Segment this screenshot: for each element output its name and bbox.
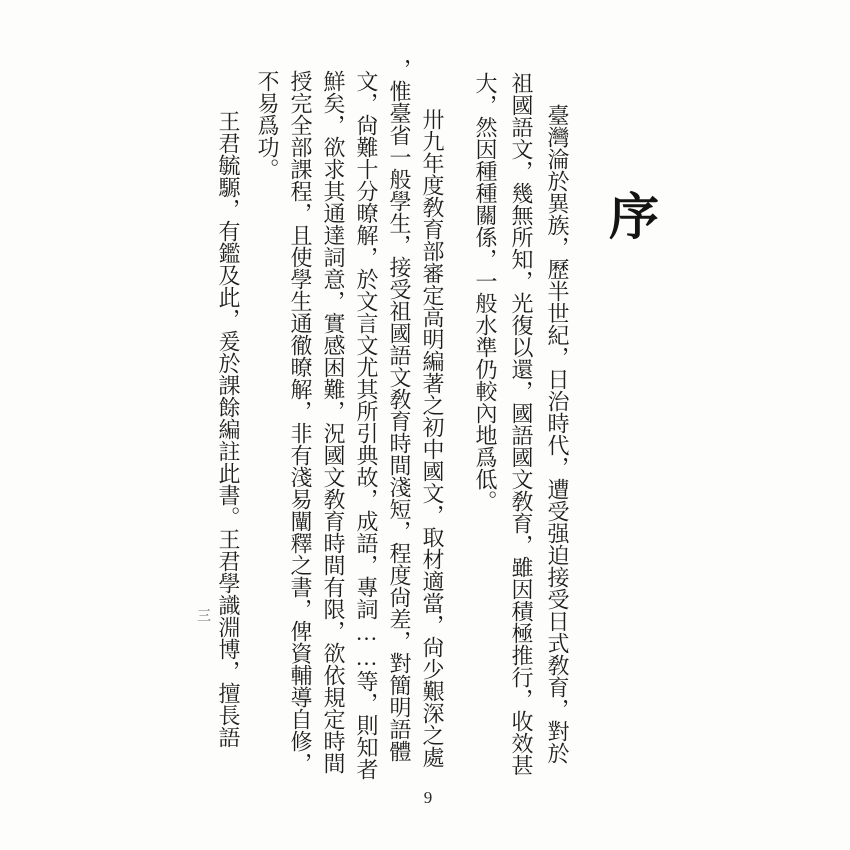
text-column: 卅九年度敎育部審定高明編著之初中國文，取材適當，尙少艱深之處 <box>420 108 445 768</box>
text-column: 臺灣淪於異族，歷半世紀，日治時代，遭受强迫接受日式敎育，對於 <box>545 104 570 764</box>
text-column: 王君毓騵，有鑑及此，爰於課餘編註此書。王君學識淵博，擅長語 <box>216 110 241 748</box>
text-column: 鮮矣，欲求其通達詞意，實感困難，況國文敎育時間有限，欲依規定時間 <box>321 70 346 774</box>
text-column: 不易爲功。 <box>255 70 280 180</box>
page-number: 9 <box>423 788 433 807</box>
text-column: 祖國語文，幾無所知，光復以還，國語國文敎育，雖因積極推行，收效甚 <box>509 72 534 776</box>
text-column: ，惟臺省一般學生，接受祖國語文敎育時間淺短，程度尙差，對簡明語體 <box>387 58 412 762</box>
text-column: 大，然因種種關係，一般水準仍較內地爲低。 <box>473 72 498 512</box>
text-column: 文，尙難十分暸解，於文言文尤其所引典故，成語，專詞……等，則知者 <box>354 70 379 780</box>
folio-marker: 三 <box>195 608 210 622</box>
text-column: 授完全部課程，且使學生通徹暸解，非有淺易闡釋之書，俾資輔導自修， <box>288 70 313 774</box>
page-title: 序 <box>602 190 658 240</box>
